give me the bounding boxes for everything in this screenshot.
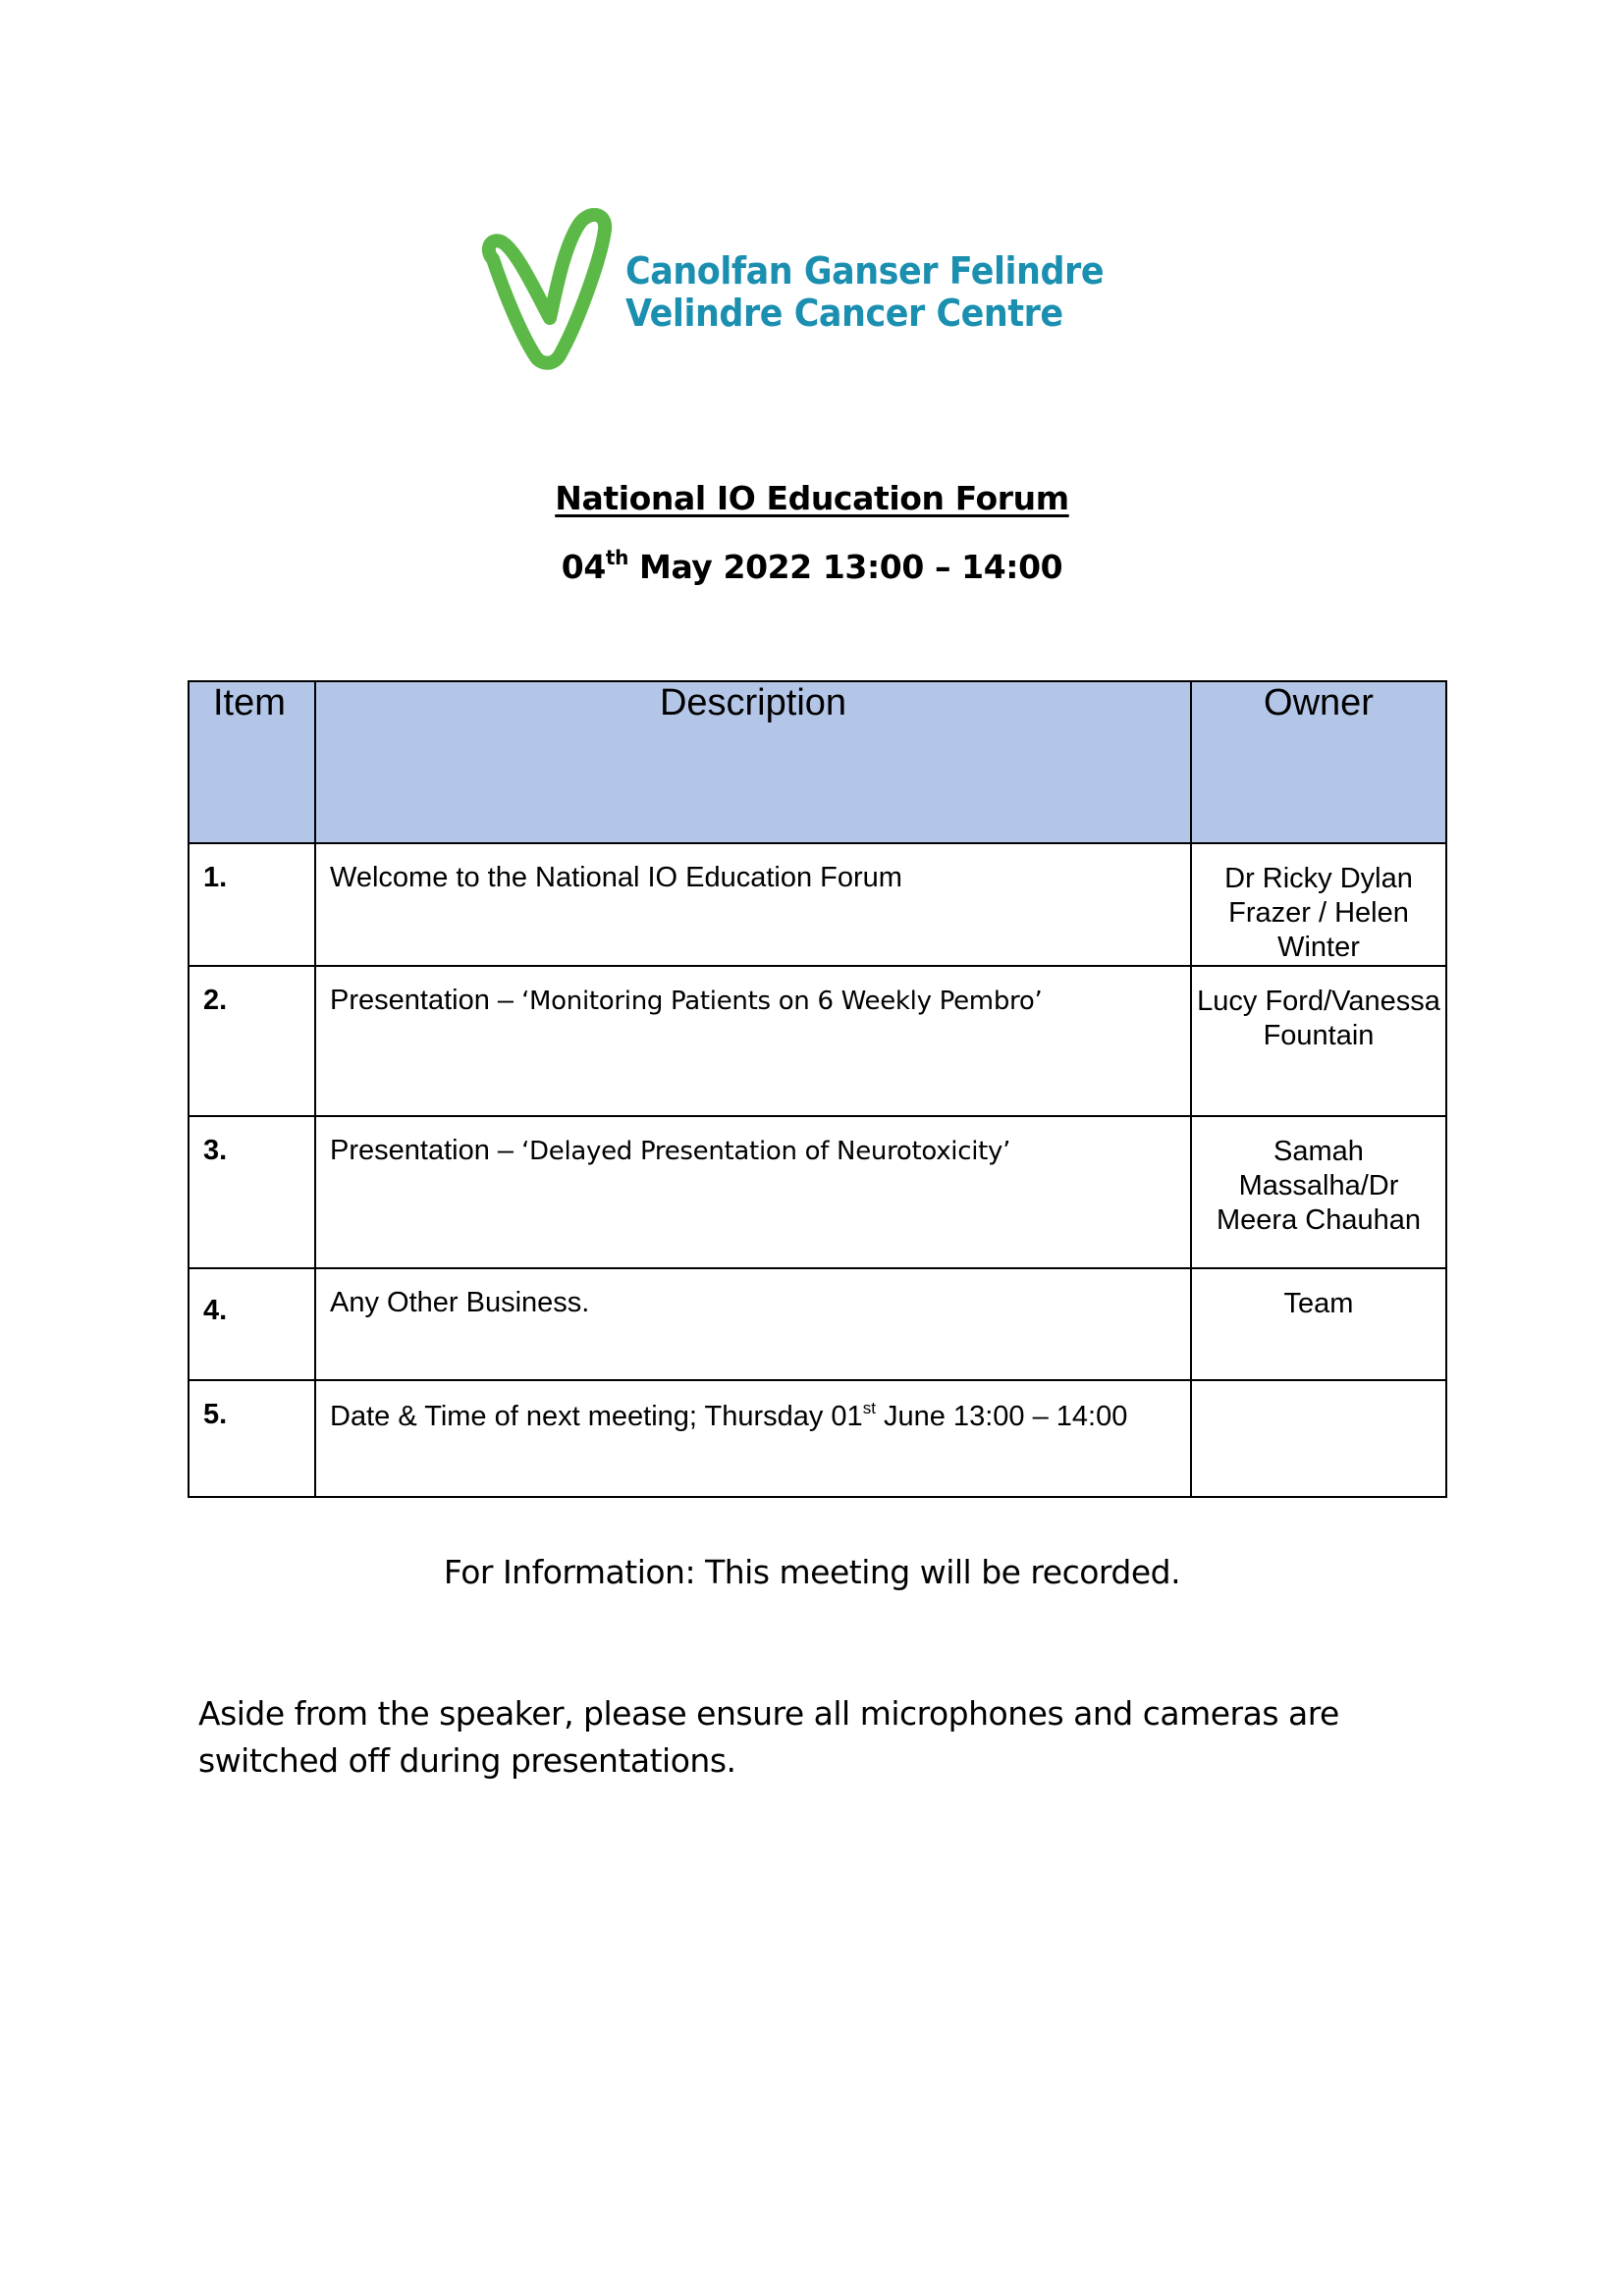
- item-owner: Team: [1191, 1268, 1446, 1380]
- description-post: June 13:00 – 14:00: [875, 1401, 1128, 1432]
- date-day: 04: [561, 548, 606, 586]
- date-rest: May 2022 13:00 – 14:00: [627, 548, 1063, 586]
- header-item: Item: [189, 681, 315, 843]
- description-lead: Presentation –: [330, 985, 522, 1016]
- table-row: [189, 843, 1446, 966]
- agenda-table: [188, 680, 1447, 1498]
- item-number: 5.: [189, 1380, 315, 1497]
- document-title: [0, 479, 1624, 517]
- logo-text-welsh: Canolfan Ganser Felindre: [625, 249, 1105, 293]
- microphone-notice: Aside from the speaker, please ensure all microphones and cameras are switched off during presentations.: [198, 1694, 1339, 1780]
- item-number: 1.: [189, 843, 315, 966]
- description-pre: Date & Time of next meeting; Thursday 01: [330, 1401, 863, 1432]
- item-description: Any Other Business.: [315, 1268, 1191, 1380]
- date-suffix: th: [605, 546, 628, 569]
- presentation-title: ‘Monitoring Patients on 6 Weekly Pembro’: [521, 987, 1043, 1016]
- header-owner: Owner: [1191, 681, 1446, 843]
- recording-notice: For Information: This meeting will be recorded.: [443, 1553, 1181, 1591]
- item-description: Welcome to the National IO Education Forum: [315, 843, 1191, 966]
- table-row: [189, 966, 1446, 1116]
- item-description: [315, 1116, 1191, 1268]
- table-row: [189, 1380, 1446, 1497]
- description-sup: st: [862, 1399, 876, 1417]
- velindre-logo: [481, 208, 1159, 375]
- meeting-date: [0, 546, 1624, 586]
- description-lead: Presentation –: [330, 1135, 522, 1166]
- item-owner: Lucy Ford/Vanessa Fountain: [1191, 966, 1446, 1116]
- table-row: [189, 1116, 1446, 1268]
- item-description: [315, 966, 1191, 1116]
- title-text: National IO Education Forum: [555, 479, 1069, 517]
- item-owner: [1191, 1380, 1446, 1497]
- item-owner: Samah Massalha/Dr Meera Chauhan: [1191, 1116, 1446, 1268]
- logo-text-english: Velindre Cancer Centre: [625, 292, 1063, 335]
- table-header-row: [189, 681, 1446, 843]
- header-description: Description: [315, 681, 1191, 843]
- item-owner: Dr Ricky Dylan Frazer / Helen Winter: [1191, 843, 1446, 966]
- table-row: [189, 1268, 1446, 1380]
- item-number: 2.: [189, 966, 315, 1116]
- item-number: 4.: [189, 1268, 315, 1380]
- item-number: 3.: [189, 1116, 315, 1268]
- presentation-title: ‘Delayed Presentation of Neurotoxicity’: [521, 1137, 1011, 1166]
- heart-v-icon: [481, 208, 619, 375]
- item-description: [315, 1380, 1191, 1497]
